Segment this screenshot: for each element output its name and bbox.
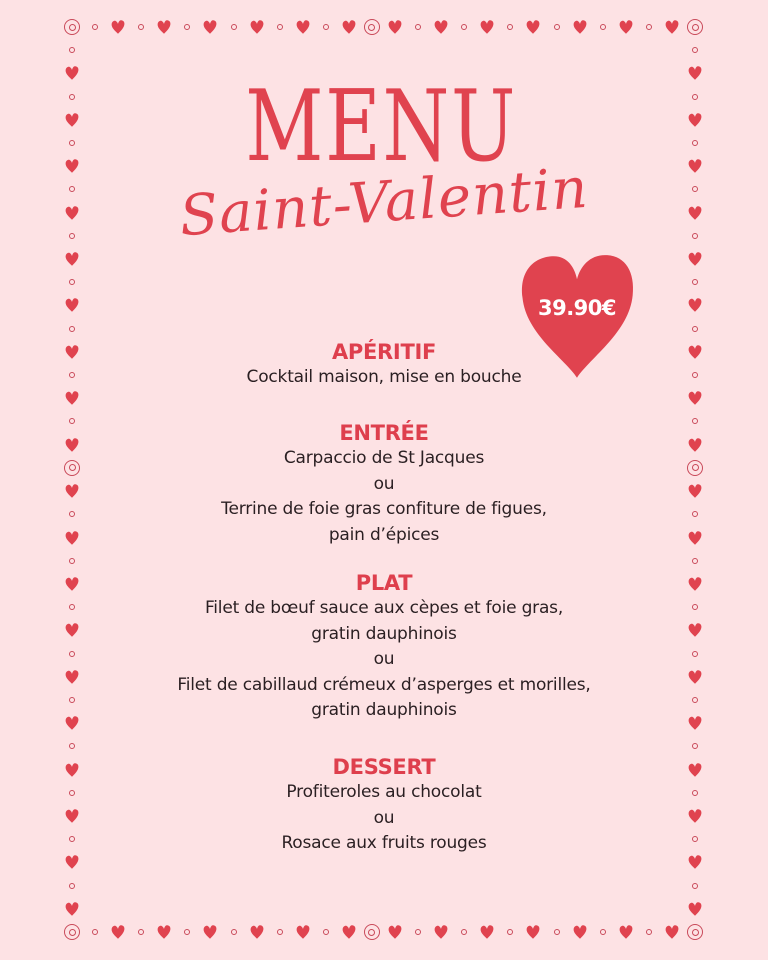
dot-icon [231,929,237,935]
heart-icon [526,925,541,940]
dot-icon [231,24,237,30]
heart-icon [434,925,449,940]
dot-icon [323,24,329,30]
section-title: PLAT [355,571,413,595]
concentric-circle-icon [364,924,380,940]
heart-icon [65,901,80,916]
dot-icon [184,24,190,30]
section-title: APÉRITIF [331,340,437,364]
dot-icon [415,929,421,935]
dot-icon [646,24,652,30]
dot-icon [461,929,467,935]
menu-item: Rosace aux fruits rouges [281,833,487,853]
section-aperitif [0,339,768,391]
heart-icon [480,20,495,35]
concentric-circle-icon [364,19,380,35]
heart-icon [388,20,403,35]
dot-icon [554,24,560,30]
dot-icon [692,279,698,285]
heart-icon [388,925,403,940]
heart-icon [295,20,310,35]
menu-item: Terrine de foie gras confiture de figues, [221,499,547,519]
menu-item: Filet de bœuf sauce aux cèpes et foie gras, [204,598,564,618]
dot-icon [692,326,698,332]
dot-icon [507,24,513,30]
heart-icon [111,20,126,35]
dot-icon [69,47,75,53]
dot-icon [69,558,75,564]
heart-icon [157,20,172,35]
dot-icon [69,326,75,332]
dot-icon [600,24,606,30]
dot-icon [69,279,75,285]
dot-icon [415,24,421,30]
heart-icon [65,298,80,313]
dot-icon [92,24,98,30]
heart-icon [65,391,80,406]
dot-icon [461,24,467,30]
heart-icon [341,20,356,35]
dot-icon [692,47,698,53]
heart-icon [65,855,80,870]
heart-icon [572,20,587,35]
section-entree [0,420,768,548]
dot-icon [646,929,652,935]
section-title: ENTRÉE [339,421,429,445]
section-dessert [0,754,768,857]
menu-item-separator: ou [373,807,395,828]
heart-icon [249,20,264,35]
price-badge: 39.90€ [537,296,617,320]
concentric-circle-icon [687,924,703,940]
heart-icon [688,252,703,267]
heart-icon [203,925,218,940]
dot-icon [692,233,698,239]
menu-item: gratin dauphinois [311,623,457,644]
heart-icon [618,20,633,35]
heart-icon [295,925,310,940]
heart-icon [688,391,703,406]
menu-item-separator: ou [373,473,395,494]
heart-icon [572,925,587,940]
dot-icon [600,929,606,935]
section-plat [0,570,768,724]
heart-icon [526,20,541,35]
heart-icon [249,925,264,940]
concentric-circle-icon [64,19,80,35]
dot-icon [92,929,98,935]
section-title: DESSERT [332,755,436,779]
menu-item: pain d’épices [328,524,440,545]
dot-icon [692,883,698,889]
menu-title: MENU [245,70,517,184]
menu-item: Profiteroles au chocolat [286,782,482,802]
dot-icon [138,929,144,935]
menu-item: Cocktail maison, mise en bouche [246,367,522,387]
heart-icon [688,855,703,870]
heart-icon [203,20,218,35]
heart-icon [688,901,703,916]
heart-icon [618,925,633,940]
menu-item-separator: ou [373,649,395,669]
heart-icon [688,298,703,313]
heart-icon [664,925,679,940]
menu-item: Carpaccio de St Jacques [283,448,485,468]
dot-icon [277,929,283,935]
menu-subtitle: Saint-Valentin [177,155,591,250]
heart-icon [111,925,126,940]
concentric-circle-icon [64,924,80,940]
dot-icon [184,929,190,935]
dot-icon [692,743,698,749]
dot-icon [69,743,75,749]
dot-icon [138,24,144,30]
heart-icon [341,925,356,940]
heart-icon [434,20,449,35]
heart-icon [480,925,495,940]
heart-icon [664,20,679,35]
concentric-circle-icon [687,19,703,35]
heart-icon [157,925,172,940]
dot-icon [323,929,329,935]
menu-item: gratin dauphinois [311,700,457,720]
dot-icon [507,929,513,935]
dot-icon [277,24,283,30]
dot-icon [69,883,75,889]
menu-item: Filet de cabillaud crémeux d’asperges et morilles, [177,674,591,695]
dot-icon [554,929,560,935]
dot-icon [692,558,698,564]
